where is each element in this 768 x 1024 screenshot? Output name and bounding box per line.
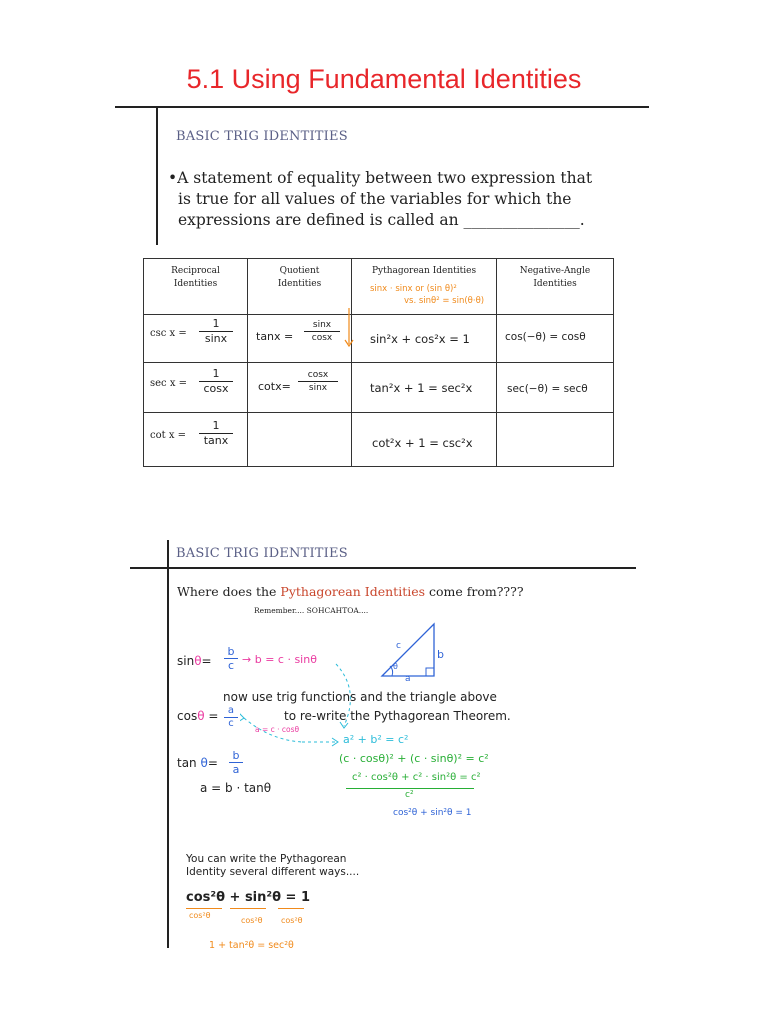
bullet-line-1: A statement of equality between two expression that bbox=[177, 169, 593, 187]
div-label-2: cos²θ bbox=[241, 916, 263, 925]
div-underline-1 bbox=[186, 908, 222, 909]
header-negative-angle: Negative-Angle Identities bbox=[497, 259, 614, 315]
instruction-line-2: to re-write the Pythagorean Theorem. bbox=[284, 709, 511, 723]
recip-row-1: csc x = 1 sinx bbox=[144, 315, 248, 363]
triangle-label-hyp: c bbox=[396, 641, 401, 651]
neg-row-2: sec(−θ) = secθ bbox=[497, 363, 614, 413]
pyth-row-2: tan²x + 1 = sec²x bbox=[352, 363, 497, 413]
title-divider bbox=[115, 106, 649, 108]
derived-identity: cos²θ + sin²θ = 1 bbox=[393, 808, 472, 818]
remember-note: Remember.... SOHCAHTOA.... bbox=[254, 606, 369, 615]
div-label-3: cos²θ bbox=[281, 916, 303, 925]
instruction-line-1: now use trig functions and the triangle above bbox=[223, 690, 497, 704]
derivation-line-2: c² · cos²θ + c² · sin²θ = c² bbox=[352, 772, 481, 783]
section2-divider bbox=[130, 567, 636, 569]
bullet-line-2: is true for all values of the variables for which the bbox=[178, 190, 572, 208]
tan-label: tan θ= bbox=[177, 756, 218, 770]
neg-row-1: cos(−θ) = cosθ bbox=[497, 315, 614, 363]
neg-row-3 bbox=[497, 413, 614, 467]
pythagorean-note-line-1: sinx · sinx or (sin θ)² bbox=[370, 284, 457, 294]
div-underline-3 bbox=[278, 908, 304, 909]
quot-row-2: cotx= cosx sinx bbox=[248, 363, 352, 413]
cos-solution: a = c · cosθ bbox=[255, 725, 300, 734]
write-note: You can write the Pythagorean Identity several different ways.... bbox=[186, 853, 360, 878]
pythagorean-theorem: a² + b² = c² bbox=[343, 733, 409, 746]
highlight-pythagorean: Pythagorean Identities bbox=[280, 584, 426, 599]
tan-solution: a = b · tanθ bbox=[200, 781, 272, 795]
derivation-line-1: (c · cosθ)² + (c · sinθ)² = c² bbox=[339, 752, 489, 765]
cos-ratio: a c bbox=[224, 705, 238, 730]
section2-left-rule bbox=[167, 540, 169, 948]
page-title: 5.1 Using Fundamental Identities bbox=[186, 64, 582, 94]
sin-label: sinθ= bbox=[177, 654, 212, 668]
main-identity: cos²θ + sin²θ = 1 bbox=[186, 890, 311, 905]
section1-heading: BASIC TRIG IDENTITIES bbox=[176, 129, 348, 144]
pythagorean-note-line-2: vs. sinθ² = sin(θ·θ) bbox=[404, 296, 485, 306]
pyth-row-3: cot²x + 1 = csc²x bbox=[352, 413, 497, 467]
triangle-label-opp: b bbox=[437, 648, 444, 661]
cos-label: cosθ = bbox=[177, 709, 219, 723]
bullet-dot: • bbox=[168, 169, 178, 187]
question-text: Where does the Pythagorean Identities come from???? bbox=[177, 584, 524, 599]
recip-row-3: cot x = 1 tanx bbox=[144, 413, 248, 467]
div-underline-2 bbox=[230, 908, 266, 909]
recip-row-2: sec x = 1 cosx bbox=[144, 363, 248, 413]
pyth-row-1: sin²x + cos²x = 1 bbox=[352, 315, 497, 363]
quot-row-1: tanx = sinx cosx bbox=[248, 315, 352, 363]
identities-table bbox=[143, 258, 614, 467]
bullet-line-3: expressions are defined is called an _______________. bbox=[178, 211, 585, 229]
right-triangle bbox=[376, 618, 466, 688]
section2-heading: BASIC TRIG IDENTITIES bbox=[176, 546, 348, 561]
section1-left-rule bbox=[156, 107, 158, 245]
header-reciprocal: Reciprocal Identities bbox=[144, 259, 248, 315]
triangle-label-angle: θ bbox=[393, 662, 398, 671]
tan-sec-identity: 1 + tan²θ = sec²θ bbox=[209, 940, 294, 951]
header-quotient: Quotient Identities bbox=[248, 259, 352, 315]
header-pythagorean: Pythagorean Identities sinx · sinx or (sin θ)² vs. sinθ² = sin(θ·θ) bbox=[352, 259, 497, 315]
derivation-denominator: c² bbox=[405, 790, 414, 800]
derivation-fraction-bar bbox=[346, 788, 474, 789]
sin-solution: → b = c · sinθ bbox=[242, 653, 317, 666]
quot-row-3 bbox=[248, 413, 352, 467]
note-arrow bbox=[339, 308, 359, 348]
tan-ratio: b a bbox=[229, 749, 243, 776]
sin-ratio: b c bbox=[224, 645, 238, 672]
triangle-label-adj: a bbox=[405, 674, 411, 684]
div-label-1: cos²θ bbox=[189, 911, 211, 920]
definition-bullet bbox=[168, 168, 638, 231]
